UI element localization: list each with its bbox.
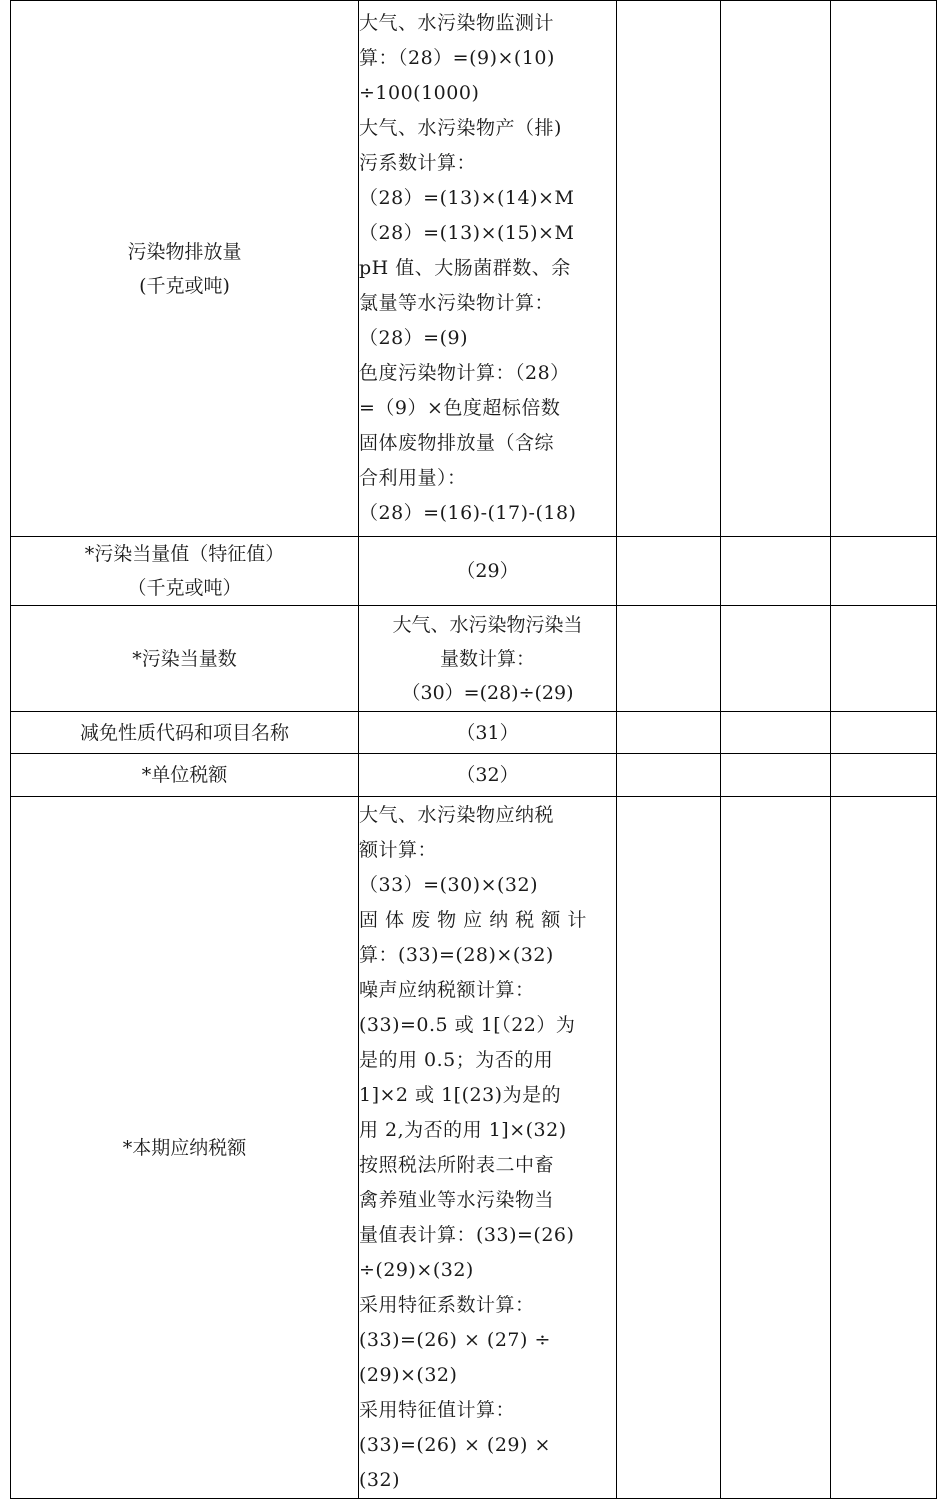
- formula-line: 氯量等水污染物计算：: [359, 292, 555, 314]
- formula-line: 大气、水污染物应纳税: [359, 803, 555, 826]
- row-label-line: *单位税额: [141, 764, 228, 786]
- formula-line: 按照税法所附表二中畜: [359, 1153, 555, 1176]
- pollutant-tax-table: [10, 0, 937, 1499]
- row-label-equivalent-count: [11, 606, 359, 712]
- formula-line: (29)×(32): [359, 1363, 458, 1386]
- row-label-line: *污染当量值（特征值）: [84, 543, 285, 565]
- formula-line: 额计算：: [359, 838, 438, 861]
- formula-line: ÷(29)×(32): [359, 1258, 474, 1281]
- formula-line: (33)=0.5 或 1[（22）为: [359, 1013, 576, 1036]
- formula-line: （28）=(9): [359, 327, 469, 349]
- formula-line: 用 2,为否的用 1]×(32): [359, 1118, 567, 1141]
- row-label-line: *本期应纳税额: [122, 1136, 247, 1159]
- formula-line: 采用特征值计算：: [359, 1398, 516, 1421]
- formula-line: 采用特征系数计算：: [359, 1293, 535, 1316]
- value-cell[interactable]: [721, 754, 831, 797]
- formula-line: (33)=(26) × (29) ×: [359, 1433, 551, 1456]
- value-cell[interactable]: [831, 537, 937, 606]
- value-cell[interactable]: [721, 606, 831, 712]
- row-label-emission-amount: [11, 1, 359, 537]
- formula-cell-reduction-code: [359, 712, 617, 754]
- formula-line: 量数计算：: [439, 647, 535, 670]
- row-label-line: 污染物排放量: [127, 240, 242, 263]
- row-label-line: 减免性质代码和项目名称: [79, 721, 289, 744]
- formula-line: 大气、水污染物监测计: [359, 12, 555, 34]
- formula-line: 是的用 0.5；为否的用: [359, 1048, 554, 1071]
- row-label-reduction-code: [11, 712, 359, 754]
- formula-line: =（9）×色度超标倍数: [359, 397, 561, 419]
- value-cell[interactable]: [721, 797, 831, 1499]
- value-cell[interactable]: [617, 537, 721, 606]
- formula-line: （29）: [456, 560, 519, 582]
- formula-line: 大气、水污染物产（排): [359, 117, 562, 139]
- value-cell[interactable]: [617, 712, 721, 754]
- formula-line: pH 值、大肠菌群数、余: [359, 257, 571, 279]
- table-row-equivalent-value: [11, 537, 937, 606]
- formula-line: 合利用量）：: [359, 467, 467, 489]
- table-row-unit-tax: [11, 754, 937, 797]
- value-cell[interactable]: [831, 606, 937, 712]
- value-cell[interactable]: [617, 797, 721, 1499]
- formula-cell-equivalent-count: [359, 606, 617, 712]
- formula-cell-equivalent-value: [359, 537, 617, 606]
- formula-line: （28）=(13)×(15)×M: [359, 222, 575, 244]
- table-row-reduction-code: [11, 712, 937, 754]
- formula-cell-unit-tax: [359, 754, 617, 797]
- formula-cell-tax-payable: [359, 797, 617, 1499]
- formula-line: ÷100(1000): [359, 82, 480, 104]
- table-row-emission-amount: [11, 1, 937, 537]
- formula-line: （28）=(16)-(17)-(18): [359, 502, 577, 524]
- table-row-equivalent-count: [11, 606, 937, 712]
- formula-line: （32）: [456, 764, 519, 786]
- value-cell[interactable]: [721, 712, 831, 754]
- value-cell[interactable]: [831, 712, 937, 754]
- formula-line: 算：(33)=(28)×(32): [359, 943, 554, 966]
- row-label-line: （千克或吨）: [127, 577, 242, 599]
- value-cell[interactable]: [617, 754, 721, 797]
- formula-line: 色度污染物计算：（28）: [359, 362, 570, 384]
- value-cell[interactable]: [721, 1, 831, 537]
- formula-line: （30）=(28)÷(29): [401, 681, 574, 704]
- formula-line: （31）: [456, 721, 519, 744]
- row-label-unit-tax: [11, 754, 359, 797]
- row-label-line: *污染当量数: [132, 647, 237, 670]
- row-label-line: (千克或吨): [139, 274, 230, 297]
- value-cell[interactable]: [831, 797, 937, 1499]
- row-label-equivalent-value: [11, 537, 359, 606]
- value-cell[interactable]: [831, 754, 937, 797]
- formula-line: 禽养殖业等水污染物当: [359, 1188, 555, 1211]
- formula-line: (33)=(26) × (27) ÷: [359, 1328, 551, 1351]
- formula-line: （28）=(13)×(14)×M: [359, 187, 575, 209]
- value-cell[interactable]: [721, 537, 831, 606]
- formula-line: 算：（28）=(9)×(10): [359, 47, 555, 69]
- formula-line: （33）=(30)×(32): [359, 873, 539, 896]
- value-cell[interactable]: [831, 1, 937, 537]
- formula-cell-emission-amount: [359, 1, 617, 537]
- value-cell[interactable]: [617, 1, 721, 537]
- table-row-tax-payable: [11, 797, 937, 1499]
- formula-line: 大气、水污染物污染当: [392, 613, 583, 636]
- row-label-tax-payable: [11, 797, 359, 1499]
- value-cell[interactable]: [617, 606, 721, 712]
- formula-line: 量值表计算：(33)=(26): [359, 1223, 575, 1246]
- formula-line: (32): [359, 1468, 401, 1491]
- formula-line: 噪声应纳税额计算：: [359, 978, 535, 1001]
- formula-line: 污系数计算：: [359, 152, 477, 174]
- formula-line: 固 体 废 物 应 纳 税 额 计: [359, 908, 587, 931]
- formula-line: 1]×2 或 1[(23)为是的: [359, 1083, 562, 1106]
- formula-line: 固体废物排放量（含综: [359, 432, 555, 454]
